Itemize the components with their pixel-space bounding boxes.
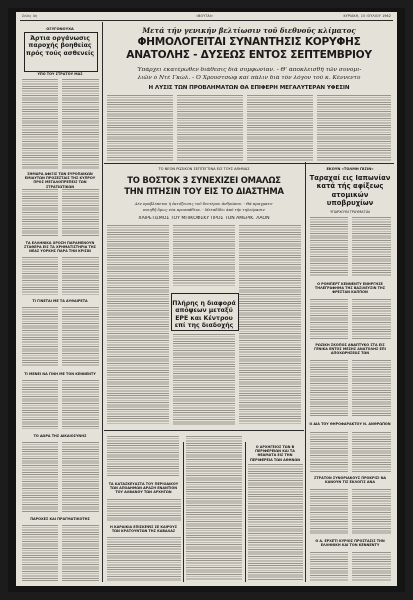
left-lead-sub: ΥΠΟ ΤΟΥ ΣΤΡΑΤΟΥ ΜΑΣ [37,72,83,76]
article-text [310,552,348,581]
article-text [173,334,235,426]
article-text [352,299,391,339]
article-text [107,95,173,161]
left-headline-3: ΤΑ ΕΛΛΗΝΙΚΑ ΧΡΟΣΗ ΠΑΡΑΜΕΝΟΥΝ ΣΤΑΘΕΡΑ ΕΙΣ ΤΑ ΧΡΗΜΑΤΙΣΤΗΡΙΑ ΤΗΣ ΝΕΑΣ ΥΟΡΚΗΣ ΠΑΡΑ ΤΗΝ ΚΡΙΣΙΝ [24,241,96,254]
right-kicker: ΕΚΟΥΝ «ΤΟΛΜΗ ΠΙΣΙΝ» [326,167,374,171]
ere-headline-line-1: Πλήρης η διαφορά απόψεων μεταξύ [172,300,236,315]
article-text [107,499,181,521]
left-kicker: ΟΞΥΓΟΝΟΥΧΑ [46,27,74,31]
article-text [352,360,391,416]
article-text [352,217,391,277]
article-text [352,552,391,581]
article-text [22,79,58,169]
page-number: Σελίς 4η [22,14,38,18]
left-headline-5: ΤΙ ΜΕΝΕΙ ΝΑ ΓΙΝΗ ΜΕ ΤΟΝ ΚΕΝΝΕΝΤΥ [24,372,96,376]
space-deck-line-1: Δέν προβλέπεται ἡ ἐκτόξευσις τοῦ δευτέρου ἀνθρώπου. - Θά πραγματο- [134,201,274,206]
right-headline-4: Ο ΔΙΑ ΤΟΥ ΘΗΡΟΦΑΡΑΚΤΟΥ Ν. ΑΝΘΡΩΠΟΝ [309,422,391,426]
lower-headline-c: Η ΚΑΡΑΙΚΙΑ ΕΠΙΣΚΕΨΙΣ ΣΕ ΚΑΙΡΟΥΣ ΤΩΝ ΚΡΑΤΟΥΝΤΩΝ ΤΗΣ ΚΑΒΑΛΑΣ [109,525,178,534]
right-lead-title: Ταραχαί εις Ιαπωνίαν κατά τής αφίξεως ατομικών υποβρυχίων [309,174,391,208]
right-lead-sub: ΥΠΑΡΧΟΥΝ ΤΡΑΥΜΑΤΙΑΙ [330,210,370,214]
right-headline-5: ΣΤΡΑΤΟΝ ΣΥΝΟΡΙΑΚΟΥΣ ΠΡΟΚΡΙΣΙ ΝΑ ΚΑΝΟΥΝ ΤΙΣ ΕΚΛΟΓΙΣ ΑΝΑ [313,476,387,485]
article-text [352,432,391,472]
article-text [62,189,99,237]
column-rule [245,442,246,582]
space-kicker: ΤΟ ΝΕΟΝ ΡΩΣΙΚΟΝ ΣΕΠΤΕΓΤΙΝΑ ΕΙΣ ΤΟΥΣ ΑΘΗΝΑΣ [158,167,250,171]
main-headline-line-1: ΦΗΜΟΛΟΓΕΙΤΑΙ ΣΥΝΑΝΤΗΣΙΣ ΚΟΡΥΦΗΣ [137,36,361,48]
lower-headline-b: Ο ΑΡΧΗΓΕΙΟΣ ΤΩΝ Β ΠΕΡΙΦΕΡΕΙΩΝ ΚΑΙ ΤΑ ΘΕΑΜΑΤΑ ΕΙΣ ΤΗΝ ΠΕΡΙΦΕΡΕΙΑ ΤΩΝ ΑΘΗΝΩΝ [249,445,301,462]
article-text [62,442,99,512]
lower-headline-a: ΤΑ ΚΑΤΑΣΚΕΥΑΣΤΑ ΤΟΥ ΠΕΡΙΟΔΙΚΟΥ ΤΩΝ ΑΠΟΔΗΜΩΝ ΔΡΑΣΗ ΕΝΑΝΤΙΟΝ ΤΟΥ ΑΛΒΑΝΟΥ ΤΩΝ ΑΡΧΗΓΩΝ [108,482,179,495]
left-lead-title: Άρτια οργάνωσις παροχής βοηθείας πρός τούς ασθενείς [25,35,95,57]
space-headline-line-2: ΤΗΝ ΠΤΗΣΙΝ ΤΟΥ ΕΙΣ ΤΟ ΔΙΑΣΤΗΜΑ [124,186,284,196]
article-text [310,360,348,416]
left-headline-2: ΣΗΜΑΡΑ ΑΦΙΞΙΣ ΤΩΝ ΕΥΡΟΠΑΙΚΩΝ ΕΜΙΑΥΤΩΝ ΠΡΟΣΕΣΤΑΙΣ ΤΗΣ ΚΥΠΡΟΥ ΠΡΟΣ ΜΕΓΑΛΟΠΡΕΠΕΙΣ ΤΩΝ ΣΤΡΑΤΙΩΤΙΚΩΝ [24,172,96,189]
article-text [173,225,235,287]
article-text [247,95,313,161]
article-text [352,489,391,535]
article-text [62,79,99,169]
article-text [107,225,169,425]
article-text [107,436,179,476]
article-text [62,525,99,581]
article-text [62,307,99,367]
right-headline-2: Ο ΡΟΜΠΕΡΤ ΚΕΝΝΕΝΤΥ ΕΝΗΡΓΗΣΕ ΤΗΛΕΓΡΑΦΗΜΑ ΤΗΣ ΒΑΣΙΛΕΥΣΙΝ ΤΗΣ ΦΡΕΣΤΑΝ ΚΑΠΠΟΝ [314,282,386,295]
section-rule [104,163,394,164]
main-deck-line-1: Ὑπάρχει ἑκατέρωθεν διάθεσις διά συμφωνίαν. - Θ' ἀποκλεισθῆ τῶν συνομι- [136,67,362,73]
column-rule [305,162,306,582]
article-text [310,217,348,277]
article-text [22,307,58,367]
left-headline-7: ΠΑΡΟΧΕΣ ΚΑΙ ΠΡΑΓΜΑΤΙΚΟΤΗΣ [30,517,90,521]
article-text [186,436,242,581]
article-text [62,257,99,295]
left-headline-4: ΤΙ ΓΙΝΕΤΑΙ ΜΕ ΤΑ ΑΥΘΑΙΡΕΤΑ [32,299,88,303]
article-text [310,299,348,339]
article-text [317,95,391,161]
article-text [177,95,243,161]
article-text [62,380,99,430]
article-text [22,442,58,512]
paper-name: «ΒΟΥΤΑΙ» [196,14,214,18]
space-headline-line-1: ΤΟ ΒΟΣΤΟΚ 3 ΣΥΝΕΧΙΖΕΙ ΟΜΑΛΩΣ [127,175,281,185]
article-text [22,380,58,430]
main-headline-line-2: ΑΝΑΤΟΛΗΣ - ΔΥΣΕΩΣ ΕΝΤΟΣ ΣΕΠΤΕΜΒΡΙΟΥ [126,49,372,61]
article-text [22,525,58,581]
article-text [239,225,301,425]
space-footer: ΧΑΙΡΕΤΙΣΜΟΣ ΤΟΥ ΜΠΙΚΟΦΣΚΥ ΠΡΟΣ ΤΟΝ ΑΜΕΡΙΚ. ΛΑΟΝ [138,216,270,221]
issue-date: ΚΥΡΙΑΚΗ, 15 ΙΟΥΛΙΟΥ 1962 [343,14,391,18]
column-rule [102,22,103,582]
article-text [310,432,348,472]
article-text [310,489,348,535]
article-text [248,464,303,581]
newspaper-page [16,12,397,586]
right-headline-3: ΡΩΣΙΚΗ ΣΚΟΠΟΣ ΑΝΑΠΤΥΚΟ ΣΤΑ ΕΙΣ ΓΕΝΙΚΑ ΕΝΤΟΣ ΜΕΣΗΣ ΑΝΑΤΟΛΗΣ ΕΠΙ ΑΠΟΧΩΡΗΣΕΩΣ ΤΩΝ [314,343,386,356]
left-headline-6: ΤΟ ΔΩΡΑ ΤΗΣ ΔΙΚΑΙΟΣΥΝΗΣ [33,434,87,438]
main-kicker: Μετά τήν γενικήν βελτίωσιν τοῦ διεθνοῦς κλίματος [142,26,356,35]
right-headline-6: Ο Α. ΕΡΧΕΤΙ ΚΥΡΙΟΣ ΠΡΟΣΤΑΣΙΣ ΤΗΝ ΕΛΛΗΝΙΚΗ ΚΑΙ ΤΟΝ ΚΕΝΝΕΝΤΥ [315,539,385,548]
main-banner: Η ΛΥΣΙΣ ΤΩΝ ΠΡΟΒΛΗΜΑΤΩΝ ΘΑ ΕΠΙΦΕΡΗ ΜΕΓΑΛΥΤΕΡΑΝ ΥΦΕΣΙΝ [148,85,350,91]
ere-headline-line-2: ΕΡΕ και Κέντρου επί της διαδοχής [174,315,234,330]
article-text [107,537,181,581]
article-text [22,189,58,237]
column-rule [183,442,184,582]
article-text [22,257,58,295]
section-rule [104,430,304,431]
main-deck-line-2: λιῶν ὁ Ντέ Γκώλ. - Ὁ Χρουστσώφ καί πάλιν διά τόν λόγον τοῦ κ. Κέννεντυ [137,75,361,81]
space-deck-line-2: ποιηθῆ ὅμως νέα προσπάθεια. - Μεταδίδει ἀπό τήν τηλεόρασιν [143,207,265,212]
top-rule [20,20,393,21]
